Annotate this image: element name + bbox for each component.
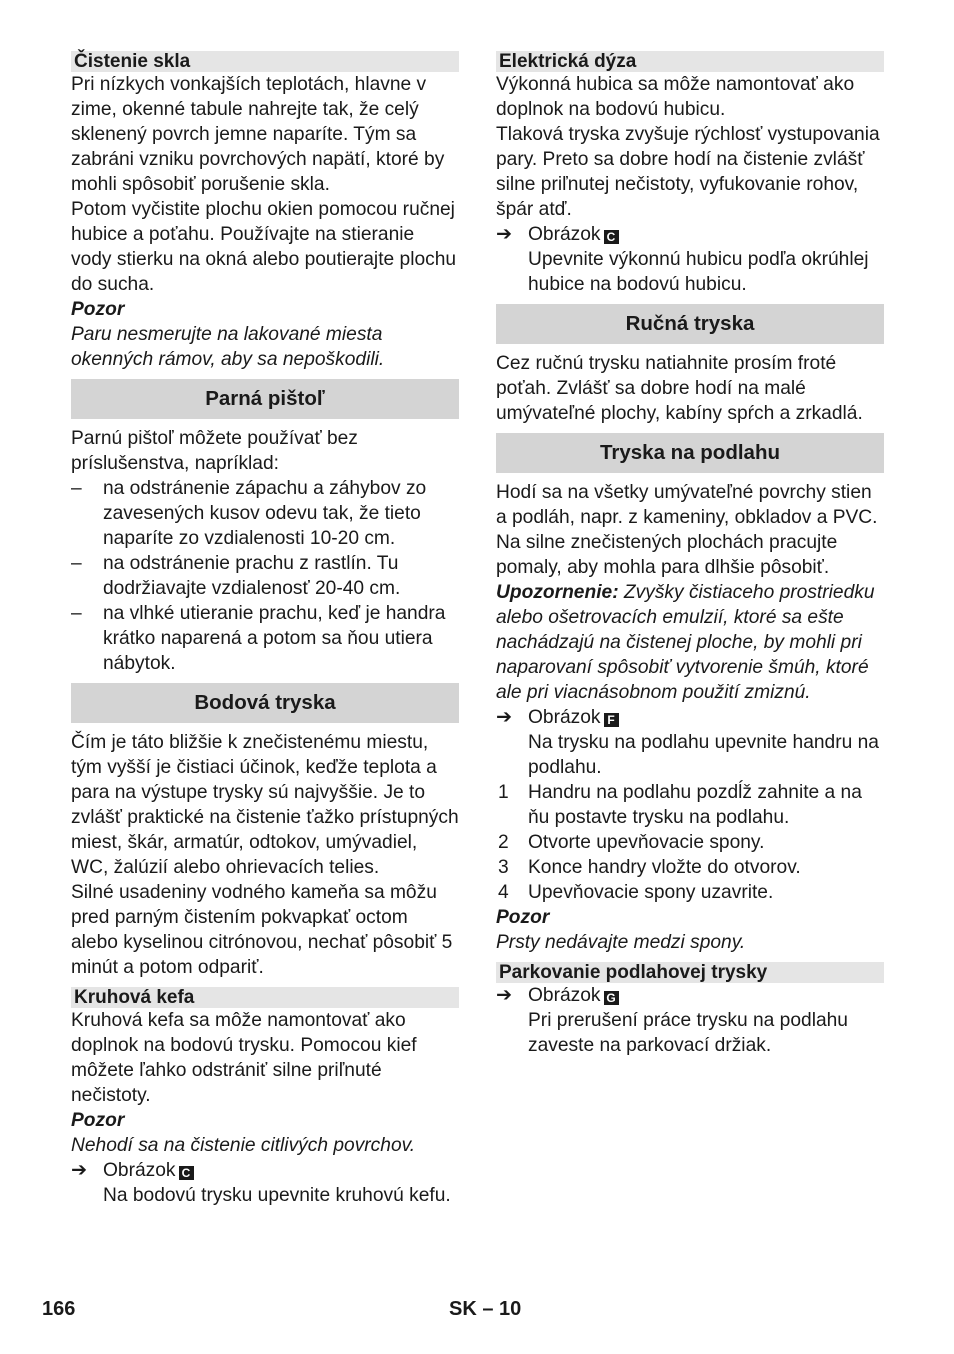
figure-reference [496, 222, 884, 247]
warning-text: Paru nesmerujte na lakované miesta okenných rámov, aby sa nepoškodili. [71, 324, 385, 370]
step-item [496, 855, 884, 880]
instruction-text: Na trysku na podlahu upevnite handru na podlahu. [528, 732, 879, 778]
page-code: SK – 10 [449, 1298, 522, 1320]
step-text: Konce handry vložte do otvorov. [528, 857, 801, 878]
heading-elektricka-dyza: Elektrická dýza [496, 51, 884, 72]
warning-text: Nehodí sa na čistenie citlivých povrchov. [71, 1135, 416, 1156]
paragraph: Výkonná hubica sa môže namontovať ako doplnok na bodovú hubicu. [496, 74, 855, 120]
figure-letter-g: G [604, 991, 619, 1005]
figure-label: Obrázok [528, 985, 601, 1006]
list-item-text: na odstránenie prachu z rastlín. Tu dodržiavajte vzdialenosť 20-40 cm. [103, 553, 401, 599]
step-number: 4 [498, 882, 509, 903]
heading-bodova-tryska: Bodová tryska [71, 683, 459, 723]
list-item [71, 476, 459, 551]
dash-bullet: – [71, 603, 82, 624]
instruction-text: Na bodovú trysku upevnite kruhovú kefu. [103, 1185, 451, 1206]
instruction-text: Upevnite výkonnú hubicu podľa okrúhlej hubice na bodovú hubicu. [528, 249, 869, 295]
warning-label: Pozor [496, 907, 550, 928]
paragraph: Potom vyčistite plochu okien pomocou ručnej hubice a poťahu. Používajte na stieranie vody stierku na okná alebo poutierajte plochu do sucha. [71, 199, 457, 295]
paragraph: Silné usadeniny vodného kameňa sa môžu pred parným čistením pokvapkať octom alebo kyselinou citrónovou, nechať pôsobiť 5 minút a potom odpariť. [71, 882, 453, 978]
heading-parkovanie-podlahovej-trysky: Parkovanie podlahovej trysky [496, 962, 884, 983]
step-text: Otvorte upevňovacie spony. [528, 832, 765, 853]
arrow-right-icon: ➔ [496, 985, 513, 1006]
right-column [496, 49, 884, 1058]
list-item-text: na odstránenie zápachu a záhybov zo zavesených kusov odevu tak, že tieto naparíte zo vzdialenosti 10-20 cm. [103, 478, 427, 549]
arrow-right-icon: ➔ [496, 224, 513, 245]
warning-label: Pozor [71, 1110, 125, 1131]
paragraph: Tlaková tryska zvyšuje rýchlosť vystupovania pary. Preto sa dobre hodí na čistenie zvlášť silne priľnutej nečistoty, vyfukovanie rohov, špár atď. [496, 124, 880, 220]
arrow-right-icon: ➔ [71, 1160, 88, 1181]
paragraph: Hodí sa na všetky umývateľné povrchy stien a podláh, napr. z kameniny, obkladov a PVC. Na silne znečistených plochách pracujte pomaly, aby mohla para dlhšie pôsobiť. [496, 482, 878, 578]
page-number: 166 [42, 1298, 76, 1320]
paragraph: Pri nízkych vonkajších teplotách, hlavne v zime, okenné tabule nahrejte tak, že celý sklenený povrch jemne naparíte. Tým sa zabráni vzniku povrchových napätí, ktoré by mohli spôsobiť porušenie skla. [71, 74, 445, 195]
dash-bullet: – [71, 478, 82, 499]
heading-rucna-tryska: Ručná tryska [496, 304, 884, 344]
list-item [71, 601, 459, 676]
heading-kruhova-kefa: Kruhová kefa [71, 987, 459, 1008]
instruction-text: Pri prerušení práce trysku na podlahu zaveste na parkovací držiak. [528, 1010, 848, 1056]
paragraph: Cez ručnú trysku natiahnite prosím froté poťah. Zvlášť sa dobre hodí na malé umývateľné plochy, kabíny spŕch a zrkadlá. [496, 353, 863, 424]
step-item [496, 780, 884, 830]
figure-letter-f: F [604, 713, 619, 727]
heading-cistenie-skla: Čistenie skla [71, 51, 459, 72]
note-label: Upozornenie: [496, 582, 619, 603]
paragraph: Čím je táto bližšie k znečistenému miestu, tým vyšší je čistiaci účinok, keďže teplota a para na výstupe trysky sú najvyššie. Je to zvlášť praktické na čistenie ťažko prístupných miest, škár, armatúr, odtokov, umývadiel, WC, žalúzií alebo ohrievacích telies. [71, 732, 459, 878]
warning-text: Prsty nedávajte medzi spony. [496, 932, 746, 953]
dash-bullet: – [71, 553, 82, 574]
heading-tryska-na-podlahu: Tryska na podlahu [496, 433, 884, 473]
figure-letter-c: C [179, 1166, 194, 1180]
note-text: Zvyšky čistiaceho prostriedku alebo ošetrovacích emulzií, ktoré sa ešte nachádzajú na čistenej ploche, by mohli pri naparovaní spôsobiť vytvorenie šmúh, ktoré ale pri viacnásobnom použití zmiznú. [496, 582, 875, 703]
figure-reference [71, 1158, 459, 1183]
paragraph: Kruhová kefa sa môže namontovať ako doplnok na bodovú trysku. Pomocou kief môžete ľahko odstrániť silne priľnuté nečistoty. [71, 1010, 417, 1106]
list-item-text: na vlhké utieranie prachu, keď je handra krátko naparená a potom sa ňou utiera nábytok. [103, 603, 446, 674]
figure-label: Obrázok [528, 707, 601, 728]
figure-letter-c: C [604, 230, 619, 244]
left-column [71, 49, 459, 1208]
step-item [496, 880, 884, 905]
figure-label: Obrázok [103, 1160, 176, 1181]
step-text: Handru na podlahu pozdĺž zahnite a na ňu postavte trysku na podlahu. [528, 782, 862, 828]
step-item [496, 830, 884, 855]
step-number: 2 [498, 832, 509, 853]
list-item [71, 551, 459, 601]
step-number: 1 [498, 782, 509, 803]
note-paragraph [496, 580, 884, 705]
step-text: Upevňovacie spony uzavrite. [528, 882, 774, 903]
warning-label: Pozor [71, 299, 125, 320]
step-number: 3 [498, 857, 509, 878]
figure-reference [496, 983, 884, 1008]
heading-parna-pistol: Parná pištoľ [71, 379, 459, 419]
paragraph: Parnú pištoľ môžete používať bez príslušenstva, napríklad: [71, 428, 358, 474]
arrow-right-icon: ➔ [496, 707, 513, 728]
figure-reference [496, 705, 884, 730]
figure-label: Obrázok [528, 224, 601, 245]
